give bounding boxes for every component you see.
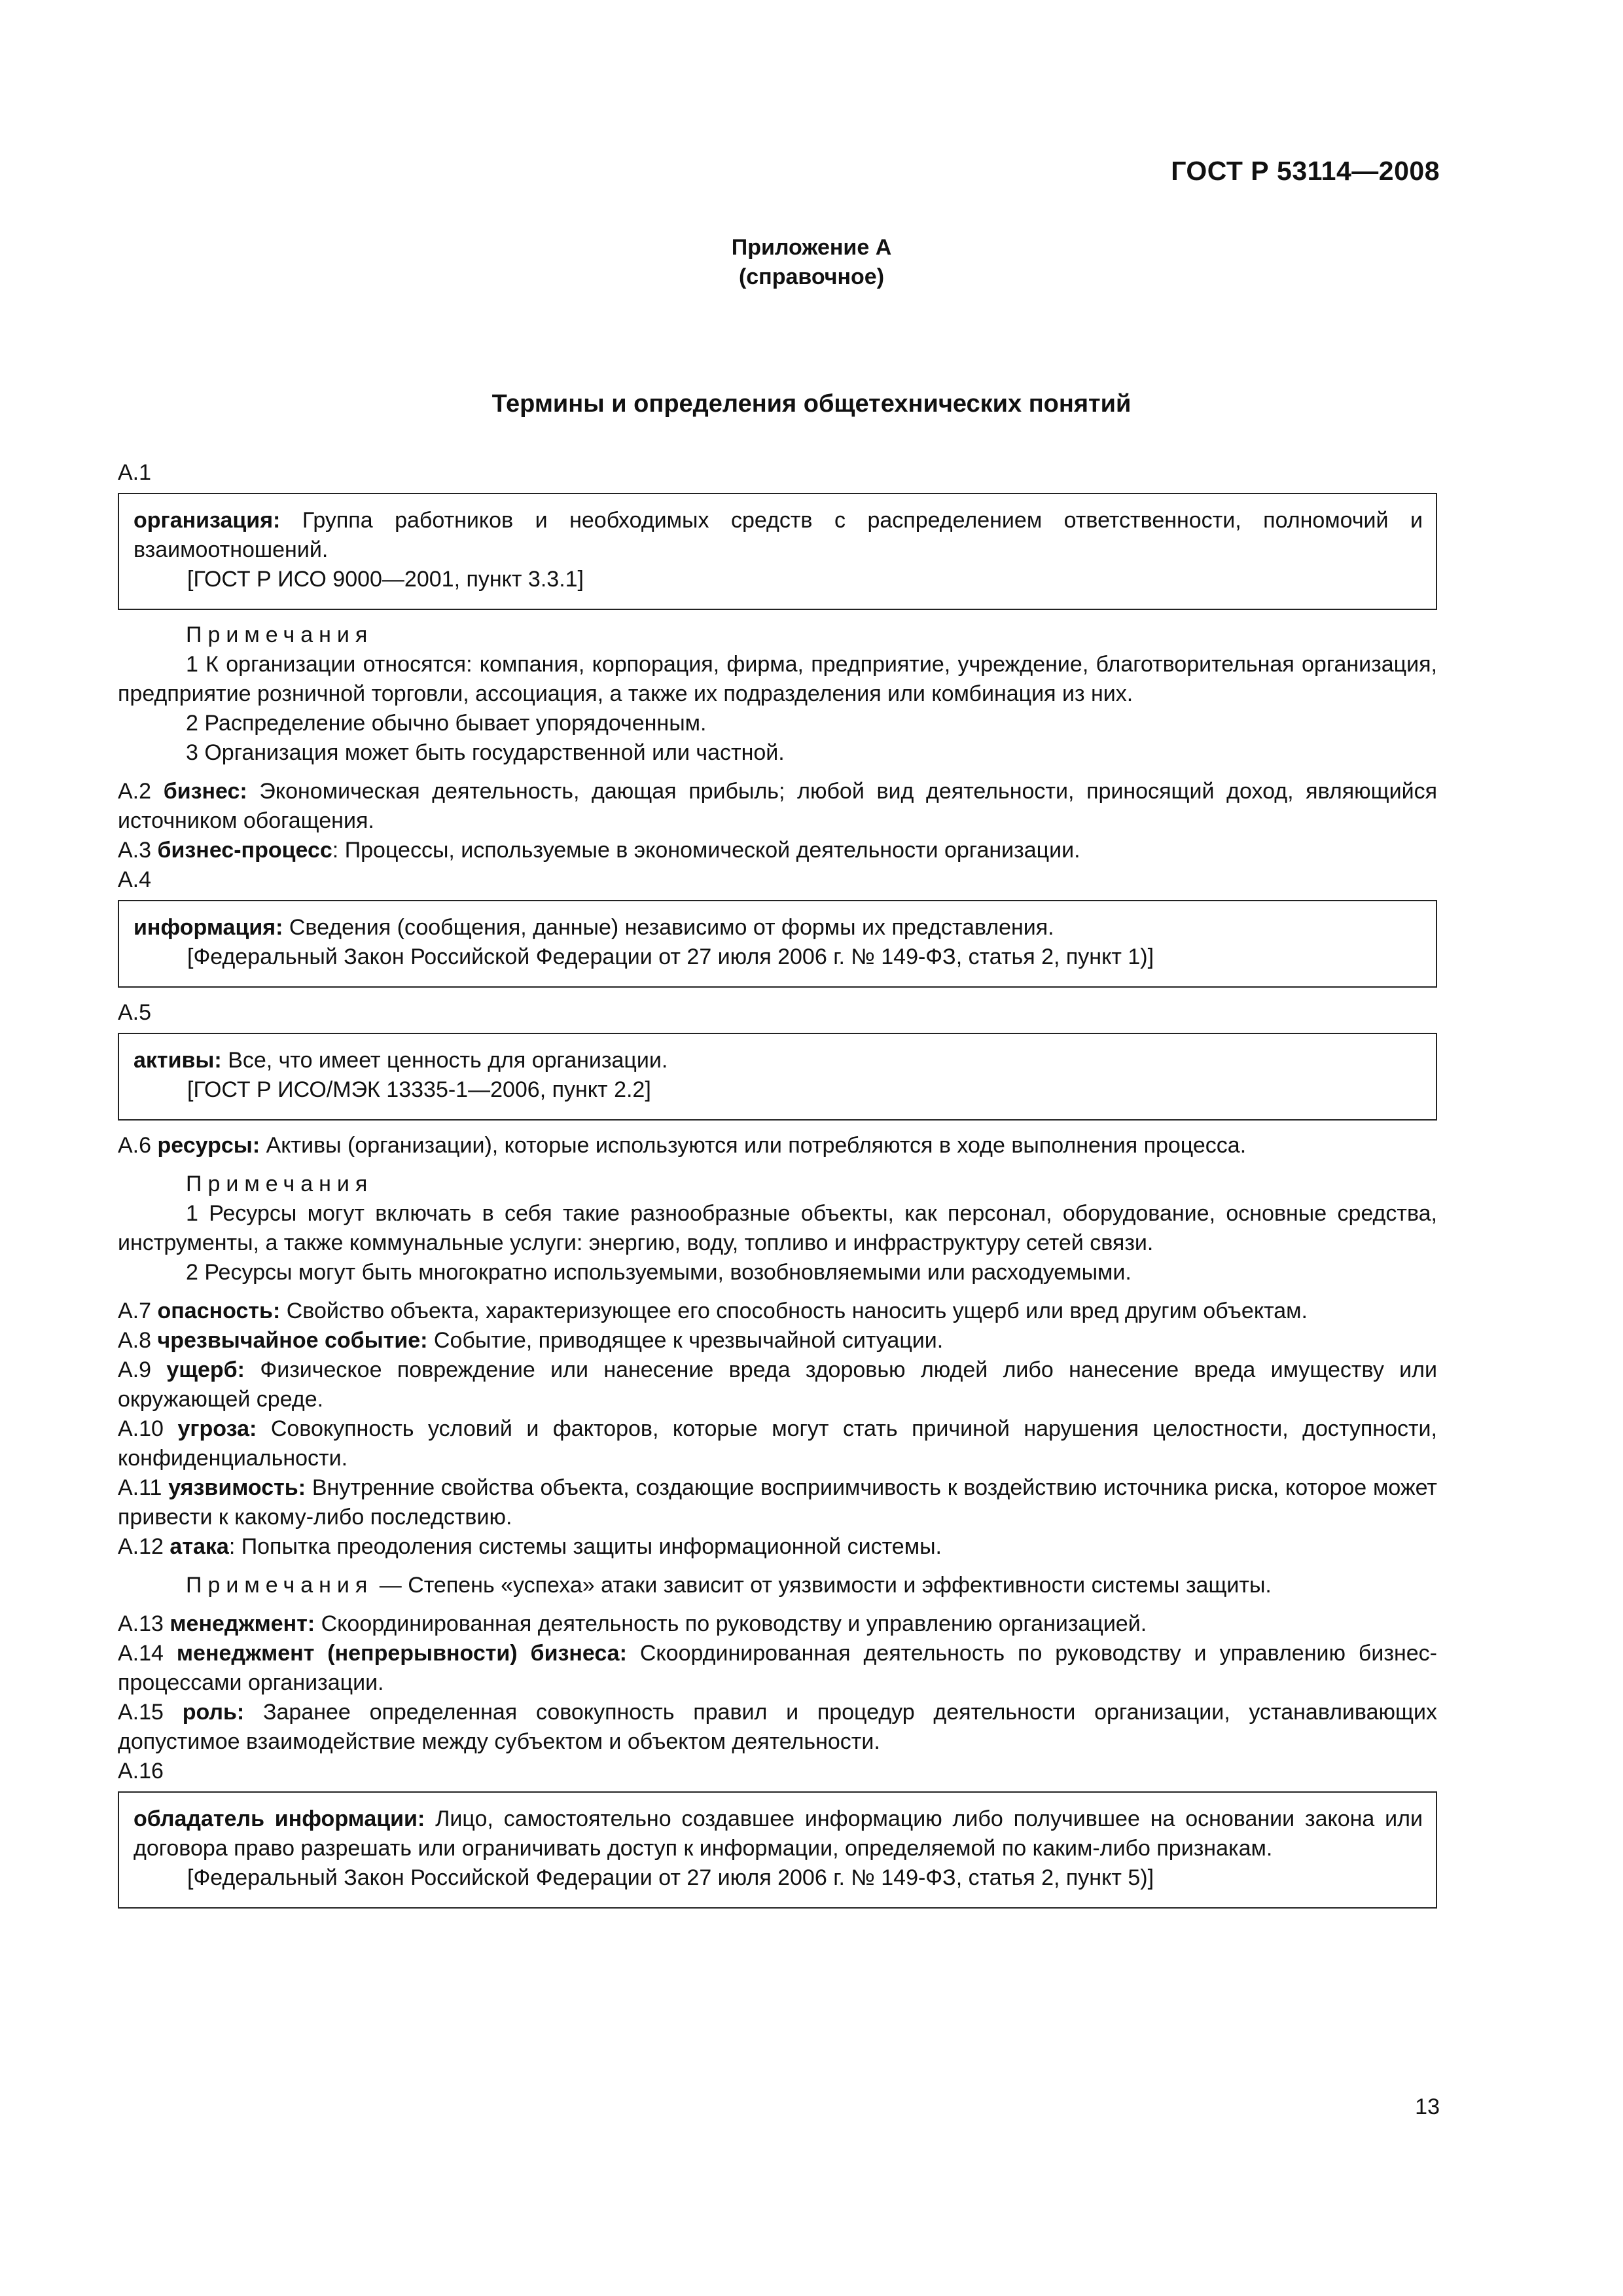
term: ущерб: bbox=[166, 1357, 245, 1382]
term-definition bbox=[134, 1046, 1423, 1075]
term-entry bbox=[118, 1473, 1437, 1532]
note-item: 1 Ресурсы могут включать в себя такие разнообразные объекты, как персонал, оборудование, основные средства, инструменты, а также коммунальные услуги: энергию, воду, топливо и инфраструктуру сетей связи. bbox=[118, 1201, 1437, 1255]
definition: Свойство объекта, характеризующее его способность наносить ущерб или вред другим объектам. bbox=[280, 1299, 1308, 1323]
note-item: 2 Ресурсы могут быть многократно используемыми, возобновляемыми или расходуемыми. bbox=[186, 1260, 1132, 1285]
definition: Сведения (сообщения, данные) независимо от формы их представления. bbox=[283, 915, 1054, 940]
entry-number: А.6 bbox=[118, 1133, 152, 1158]
term: угроза: bbox=[177, 1416, 257, 1441]
notes-block bbox=[118, 1170, 1437, 1287]
entry-number: А.9 bbox=[118, 1357, 152, 1382]
term-entry bbox=[118, 1609, 1437, 1639]
term: опасность: bbox=[157, 1299, 281, 1323]
term-source: [Федеральный Закон Российской Федерации от 27 июля 2006 г. № 149-ФЗ, статья 2, пункт 5)] bbox=[187, 1865, 1154, 1890]
entry-number: А.4 bbox=[118, 867, 152, 892]
term-entry bbox=[118, 1355, 1437, 1414]
term-entry bbox=[118, 1532, 1437, 1562]
term-source: [ГОСТ Р ИСО/МЭК 13335-1—2006, пункт 2.2] bbox=[187, 1077, 651, 1102]
term-source: [ГОСТ Р ИСО 9000—2001, пункт 3.3.1] bbox=[187, 567, 584, 592]
entry-number: А.3 bbox=[118, 838, 152, 863]
term-box-information-owner bbox=[118, 1791, 1437, 1909]
definition: Заранее определенная совокупность правил и процедур деятельности организации, устанавливающих допустимое взаимодействие между субъектом и объектом деятельности. bbox=[118, 1700, 1437, 1754]
annex-title: Приложение А bbox=[731, 235, 892, 260]
term: активы: bbox=[134, 1048, 222, 1073]
term-box-assets bbox=[118, 1033, 1437, 1121]
notes-block bbox=[118, 1571, 1437, 1600]
term: атака bbox=[169, 1534, 229, 1559]
term: обладатель информации: bbox=[134, 1806, 425, 1831]
definition: Внутренние свойства объекта, создающие восприимчивость к воздействию источника риска, которое может привести к какому-либо последствию. bbox=[118, 1475, 1437, 1530]
definition: Физическое повреждение или нанесение вреда здоровью людей либо нанесение вреда имуществу или окружающей среде. bbox=[118, 1357, 1437, 1412]
annex-status: (справочное) bbox=[738, 264, 885, 289]
document-code: ГОСТ Р 53114—2008 bbox=[1171, 156, 1440, 186]
entry-number: А.13 bbox=[118, 1611, 164, 1636]
term: чрезвычайное событие: bbox=[157, 1328, 428, 1353]
term: менеджмент (непрерывности) бизнеса: bbox=[176, 1641, 627, 1666]
term-entry bbox=[118, 777, 1437, 836]
term: менеджмент: bbox=[169, 1611, 315, 1636]
entry-number: А.10 bbox=[118, 1416, 164, 1441]
definition: Лицо, самостоятельно создавшее информацию либо получившее на основании закона или договора право разрешать или ограничивать доступ к информации, определяемой по каким-либо признакам. bbox=[134, 1806, 1423, 1861]
definition: : Попытка преодоления системы защиты информационной системы. bbox=[228, 1534, 942, 1559]
term: организация: bbox=[134, 508, 281, 533]
term-entry bbox=[118, 1698, 1437, 1757]
term-source: [Федеральный Закон Российской Федерации от 27 июля 2006 г. № 149-ФЗ, статья 2, пункт 1)] bbox=[187, 944, 1154, 969]
annex-heading bbox=[0, 233, 1623, 292]
entry-number: А.5 bbox=[118, 1000, 152, 1025]
definition: Группа работников и необходимых средств с распределением ответственности, полномочий и взаимоотношений. bbox=[134, 508, 1423, 562]
term: уязвимость: bbox=[168, 1475, 306, 1500]
notes-label: Примечания bbox=[186, 1573, 374, 1598]
definition: Событие, приводящее к чрезвычайной ситуации. bbox=[427, 1328, 944, 1353]
notes-label: Примечания bbox=[186, 622, 374, 647]
term: бизнес: bbox=[163, 779, 247, 804]
term-entry bbox=[118, 1131, 1437, 1160]
term-entry bbox=[118, 1639, 1437, 1698]
entry-number: А.2 bbox=[118, 779, 152, 804]
term: информация: bbox=[134, 915, 283, 940]
definition: Активы (организации), которые используются или потребляются в ходе выполнения процесса. bbox=[260, 1133, 1247, 1158]
note-item: 3 Организация может быть государственной или частной. bbox=[186, 740, 785, 765]
term: бизнес-процесс bbox=[157, 838, 332, 863]
page-number: 13 bbox=[1415, 2094, 1440, 2119]
term-definition bbox=[134, 506, 1423, 565]
notes-block bbox=[118, 620, 1437, 768]
entry-number: А.7 bbox=[118, 1299, 152, 1323]
term-definition bbox=[134, 913, 1423, 942]
note-item: 1 К организации относятся: компания, корпорация, фирма, предприятие, учреждение, благотворительная организация, предприятие розничной торговли, ассоциация, а также их подразделения или комбинация из них. bbox=[118, 652, 1437, 706]
definition: : Процессы, используемые в экономической деятельности организации. bbox=[332, 838, 1080, 863]
definition: Экономическая деятельность, дающая прибыль; любой вид деятельности, приносящий доход, являющийся источником обогащения. bbox=[118, 779, 1437, 833]
term-entry bbox=[118, 836, 1437, 865]
term-box-organization bbox=[118, 493, 1437, 610]
entry-number: А.16 bbox=[118, 1759, 164, 1784]
term-box-information bbox=[118, 900, 1437, 988]
entry-number: А.12 bbox=[118, 1534, 164, 1559]
definition: Скоординированная деятельность по руководству и управлению организацией. bbox=[315, 1611, 1147, 1636]
term-entry bbox=[118, 1414, 1437, 1473]
entry-number: А.14 bbox=[118, 1641, 164, 1666]
term: ресурсы: bbox=[157, 1133, 260, 1158]
content bbox=[118, 458, 1437, 1919]
term-entry bbox=[118, 1326, 1437, 1355]
note-text: — Степень «успеха» атаки зависит от уязвимости и эффективности системы защиты. bbox=[373, 1573, 1272, 1598]
entry-number: А.8 bbox=[118, 1328, 152, 1353]
entry-number: А.15 bbox=[118, 1700, 164, 1725]
note-item: 2 Распределение обычно бывает упорядоченным. bbox=[186, 711, 707, 736]
entry-number: А.1 bbox=[118, 460, 152, 485]
definition: Все, что имеет ценность для организации. bbox=[221, 1048, 668, 1073]
term-entry bbox=[118, 1297, 1437, 1326]
definition: Совокупность условий и факторов, которые могут стать причиной нарушения целостности, доступности, конфиденциальности. bbox=[118, 1416, 1437, 1471]
entry-number: А.11 bbox=[118, 1475, 162, 1500]
note-item bbox=[118, 1571, 1437, 1600]
term: роль: bbox=[182, 1700, 245, 1725]
term-definition bbox=[134, 1804, 1423, 1863]
notes-label: Примечания bbox=[186, 1172, 374, 1196]
definition: Скоординированная деятельность по руководству и управлению бизнес-процессами организации. bbox=[118, 1641, 1437, 1695]
section-title: Термины и определения общетехнических понятий bbox=[491, 390, 1132, 418]
